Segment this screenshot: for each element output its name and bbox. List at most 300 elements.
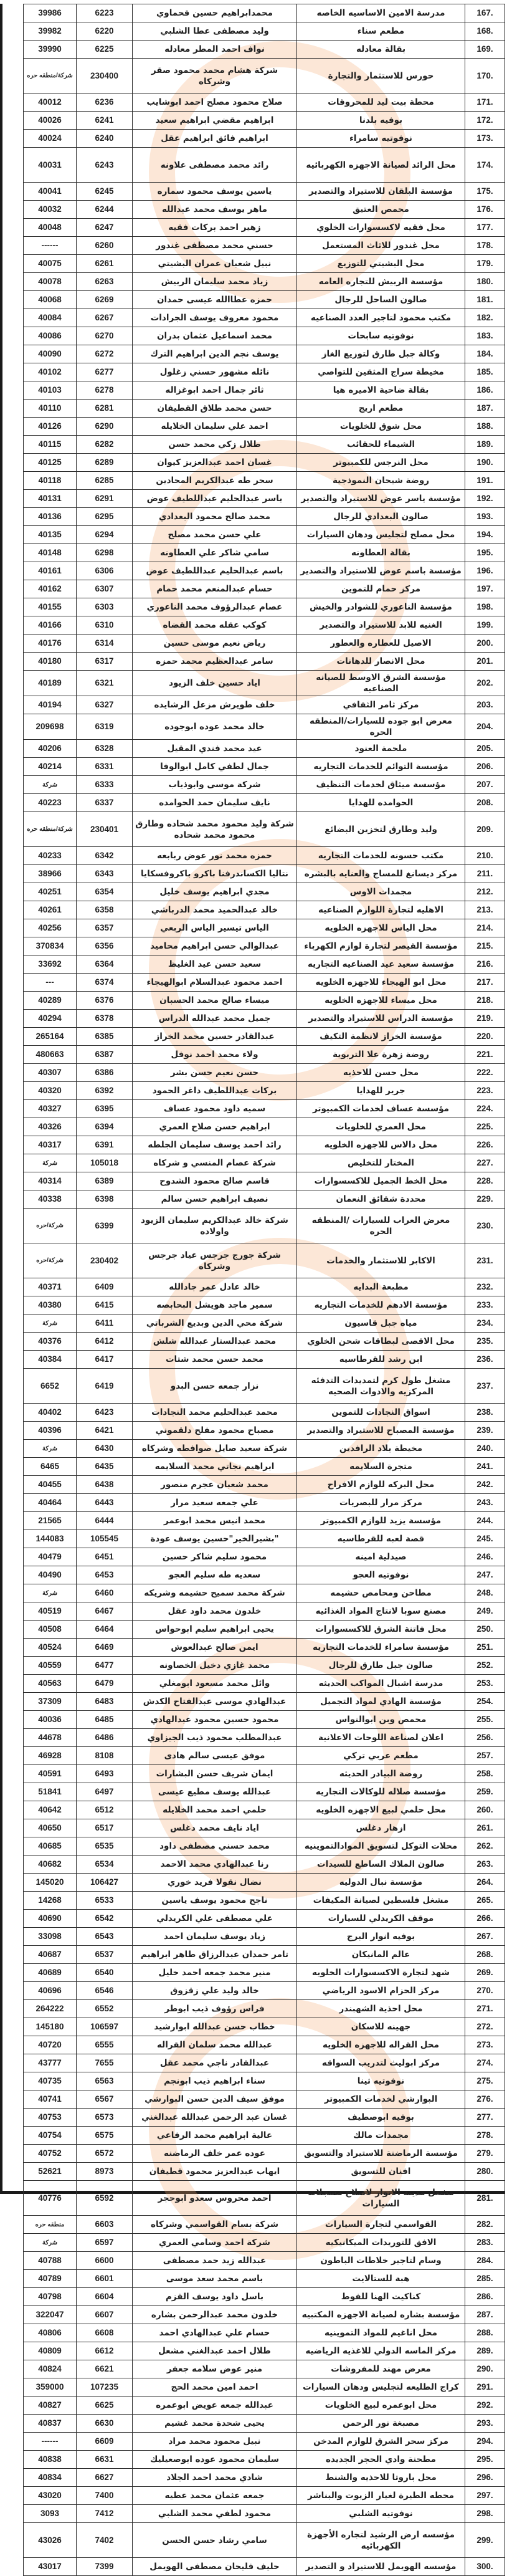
table-row bbox=[24, 1928, 505, 1946]
national-id-cell: 145020 bbox=[24, 1874, 77, 1892]
establishment-name-cell: نوفوتيه سابحات bbox=[297, 327, 465, 345]
national-id-cell: 40041 bbox=[24, 183, 77, 201]
national-id-cell: 40289 bbox=[24, 992, 77, 1010]
row-number-cell: .224 bbox=[465, 1100, 505, 1118]
establishment-name-cell: صالون البغدادي للرجال bbox=[297, 508, 465, 526]
national-id-cell: 359000 bbox=[24, 2378, 77, 2396]
establishment-name-cell: محمص وبن ابوالنواس bbox=[297, 1711, 465, 1729]
row-number-cell: .255 bbox=[465, 1711, 505, 1729]
row-number-cell: .209 bbox=[465, 812, 505, 847]
national-id-cell: 40314 bbox=[24, 1172, 77, 1190]
registration-number-cell: 6464 bbox=[77, 1621, 133, 1639]
national-id-cell: 40162 bbox=[24, 580, 77, 598]
registration-number-cell: 6485 bbox=[77, 1711, 133, 1729]
establishment-name-cell: وسام لتاجير خلاطات الباطون bbox=[297, 2252, 465, 2270]
establishment-name-cell: مركز حمام للتموين bbox=[297, 580, 465, 598]
row-number-cell: .253 bbox=[465, 1675, 505, 1693]
row-number-cell: .177 bbox=[465, 219, 505, 237]
registration-number-cell: 6443 bbox=[77, 1494, 133, 1512]
national-id-cell: ------ bbox=[24, 237, 77, 255]
establishment-name-cell: مؤسسة الناعوري للشوادر والخيش bbox=[297, 598, 465, 616]
national-id-cell: 40327 bbox=[24, 1100, 77, 1118]
table-row bbox=[24, 580, 505, 598]
establishment-name-cell: محل الرائد لصيانة الاجهزه الكهربائيه bbox=[297, 148, 465, 183]
registration-number-cell: 6289 bbox=[77, 454, 133, 472]
owner-name-cell: ابراهيم حسن صلاح العمري bbox=[133, 1118, 297, 1136]
table-row bbox=[24, 2288, 505, 2306]
registration-number-cell: 6552 bbox=[77, 2000, 133, 2018]
national-id-cell: 40189 bbox=[24, 671, 77, 696]
table-row bbox=[24, 1512, 505, 1530]
establishment-name-cell: مؤسسة ياسر عوض للاستيراد والتصدير bbox=[297, 490, 465, 508]
owner-name-cell: خالد وليد علي زقزوق bbox=[133, 1982, 297, 2000]
registration-number-cell: 6625 bbox=[77, 2396, 133, 2415]
row-number-cell: .194 bbox=[465, 526, 505, 544]
row-number-cell: .201 bbox=[465, 653, 505, 671]
row-number-cell: .282 bbox=[465, 2216, 505, 2234]
table-row bbox=[24, 363, 505, 381]
registration-number-cell: 6337 bbox=[77, 794, 133, 812]
national-id-cell: 33692 bbox=[24, 955, 77, 974]
owner-name-cell: ماهر يوسف محمد عبدالله bbox=[133, 201, 297, 219]
establishment-name-cell: مركز سحر الشرق للوازم المدخن bbox=[297, 2433, 465, 2451]
registration-number-cell: 6533 bbox=[77, 1892, 133, 1910]
establishment-name-cell: مطعم سناء bbox=[297, 22, 465, 41]
row-number-cell: .267 bbox=[465, 1928, 505, 1946]
establishment-name-cell: روضة زهرة علا التربوية bbox=[297, 1046, 465, 1064]
establishment-name-cell: محل احذية الشهبندر bbox=[297, 2000, 465, 2018]
row-number-cell: .173 bbox=[465, 130, 505, 148]
establishment-name-cell: مؤسسه ارض الرشيد لتجاره الأجهزة الكهربائيه bbox=[297, 2523, 465, 2558]
row-number-cell: .174 bbox=[465, 148, 505, 183]
row-number-cell: .261 bbox=[465, 1819, 505, 1837]
establishment-name-cell: الاهليه لتجارة اللوازم الصناعيه bbox=[297, 901, 465, 919]
national-id-cell: 40206 bbox=[24, 740, 77, 758]
national-id-cell: 40642 bbox=[24, 1801, 77, 1819]
table-row bbox=[24, 992, 505, 1010]
owner-name-cell: سحر طه عبدالكريم المحادين bbox=[133, 472, 297, 490]
registration-number-cell: 6627 bbox=[77, 2469, 133, 2487]
national-id-cell: 40180 bbox=[24, 653, 77, 671]
establishment-name-cell: محددة شقائق النعمان bbox=[297, 1190, 465, 1209]
registration-number-cell: 6486 bbox=[77, 1729, 133, 1747]
row-number-cell: .271 bbox=[465, 2000, 505, 2018]
national-id-cell: شركة/منطقه حره bbox=[24, 812, 77, 847]
owner-name-cell: مصباح محمود مفلح دلقموني bbox=[133, 1422, 297, 1440]
table-row bbox=[24, 201, 505, 219]
establishment-name-cell: مجمدات مالك bbox=[297, 2127, 465, 2145]
row-number-cell: .207 bbox=[465, 776, 505, 794]
table-row bbox=[24, 1819, 505, 1837]
owner-name-cell: شركة وليد محمود محمد شحاده وطارق محمود محمد شحاده bbox=[133, 812, 297, 847]
document-page bbox=[0, 4, 505, 2572]
national-id-cell: 6652 bbox=[24, 1369, 77, 1404]
table-row bbox=[24, 2306, 505, 2324]
national-id-cell: شركة bbox=[24, 1584, 77, 1602]
establishment-name-cell: محمص العتيق bbox=[297, 201, 465, 219]
national-id-cell: 40806 bbox=[24, 2324, 77, 2342]
owner-name-cell: ياسين يوسف محمود سماره bbox=[133, 183, 297, 201]
national-id-cell: 40075 bbox=[24, 255, 77, 273]
establishment-name-cell: محل الياس للاجهزه الخلويه bbox=[297, 919, 465, 937]
row-number-cell: .230 bbox=[465, 1209, 505, 1243]
row-number-cell: .291 bbox=[465, 2378, 505, 2396]
row-number-cell: .186 bbox=[465, 381, 505, 400]
row-number-cell: .244 bbox=[465, 1512, 505, 1530]
table-row bbox=[24, 255, 505, 273]
registration-number-cell: 6281 bbox=[77, 400, 133, 418]
national-id-cell: 40136 bbox=[24, 508, 77, 526]
registration-number-cell: 6269 bbox=[77, 291, 133, 309]
row-number-cell: .205 bbox=[465, 740, 505, 758]
owner-name-cell: بركات عبداللطيف داغر الحمود bbox=[133, 1082, 297, 1100]
establishment-name-cell: مؤسسة الادهم للخدمات التجاريه bbox=[297, 1296, 465, 1314]
establishment-name-cell: مركز الماسه الدولي للاغذيه الرياضيه bbox=[297, 2342, 465, 2360]
national-id-cell: 40110 bbox=[24, 400, 77, 418]
table-row bbox=[24, 2216, 505, 2234]
owner-name-cell: باسم عبدالحليم عبداللطيف عوض bbox=[133, 562, 297, 580]
table-row bbox=[24, 1874, 505, 1892]
national-id-cell: 40479 bbox=[24, 1548, 77, 1566]
owner-name-cell: سليمان محمود عوده ابوصعيليك bbox=[133, 2451, 297, 2469]
establishment-name-cell: محطه الطيرة لغيار الزيوت والبناشر bbox=[297, 2487, 465, 2505]
establishment-name-cell: محل البركه للوازم الافراح bbox=[297, 1476, 465, 1494]
national-id-cell: 33098 bbox=[24, 1928, 77, 1946]
row-number-cell: .193 bbox=[465, 508, 505, 526]
national-id-cell: 3093 bbox=[24, 2505, 77, 2523]
national-id-cell: شركة/منطقه حره bbox=[24, 59, 77, 93]
table-row bbox=[24, 544, 505, 562]
establishment-name-cell: مخيطة سراج المثقين للتواصي bbox=[297, 363, 465, 381]
table-row bbox=[24, 436, 505, 454]
row-number-cell: .257 bbox=[465, 1747, 505, 1765]
table-row bbox=[24, 955, 505, 974]
registration-number-cell: 6303 bbox=[77, 598, 133, 616]
table-row bbox=[24, 2163, 505, 2181]
table-row bbox=[24, 1190, 505, 1209]
table-row bbox=[24, 1369, 505, 1404]
establishment-name-cell: مؤسسة الشرق الاوسط للصيانه الصناعيه bbox=[297, 671, 465, 696]
table-row bbox=[24, 1711, 505, 1729]
establishment-name-cell: عالم المانيكان bbox=[297, 1946, 465, 1964]
owner-name-cell: ولاء محمد احمد نوفل bbox=[133, 1046, 297, 1064]
table-row bbox=[24, 2360, 505, 2378]
row-number-cell: .204 bbox=[465, 714, 505, 740]
owner-name-cell: ثائر جمال احمد ابوغزاله bbox=[133, 381, 297, 400]
table-row bbox=[24, 22, 505, 41]
establishment-name-cell: اسواق النجادات للتموين bbox=[297, 1404, 465, 1422]
table-row bbox=[24, 1765, 505, 1783]
registration-number-cell: 6386 bbox=[77, 1064, 133, 1082]
national-id-cell: 40118 bbox=[24, 472, 77, 490]
establishment-name-cell: قصة لعبه للقرطاسيه bbox=[297, 1530, 465, 1548]
registration-number-cell: 6630 bbox=[77, 2415, 133, 2433]
national-id-cell: 40126 bbox=[24, 418, 77, 436]
registration-number-cell: 6573 bbox=[77, 2109, 133, 2127]
owner-name-cell: وائل محمد مسعود ابومغلي bbox=[133, 1675, 297, 1693]
registration-number-cell: 6328 bbox=[77, 740, 133, 758]
registration-number-cell: 6267 bbox=[77, 309, 133, 327]
row-number-cell: .217 bbox=[465, 974, 505, 992]
establishment-name-cell: محل ابوعمره لبيع الخلويات bbox=[297, 2396, 465, 2415]
national-id-cell: 40251 bbox=[24, 883, 77, 901]
establishment-name-cell: مؤسسة القيصر لتجارة لوازم الكهرباء bbox=[297, 937, 465, 955]
table-row bbox=[24, 2036, 505, 2054]
table-row bbox=[24, 1855, 505, 1874]
national-id-cell: 40048 bbox=[24, 219, 77, 237]
registration-number-cell: 230402 bbox=[77, 1243, 133, 1278]
registration-number-cell: 8108 bbox=[77, 1747, 133, 1765]
establishment-name-cell: بوفيه ابوصطيف bbox=[297, 2109, 465, 2127]
owner-name-cell: شركة هشام محمد محمود صقر وشركاه bbox=[133, 59, 297, 93]
table-row bbox=[24, 740, 505, 758]
owner-name-cell: عصام عبدالرؤوف محمد الناعوري bbox=[133, 598, 297, 616]
table-row bbox=[24, 1100, 505, 1118]
establishment-name-cell: محلات التوكل لتسويق الموادالتموينيه bbox=[297, 1837, 465, 1855]
registration-number-cell: 6220 bbox=[77, 22, 133, 41]
national-id-cell: 40103 bbox=[24, 381, 77, 400]
registration-number-cell: 6241 bbox=[77, 112, 133, 130]
table-row bbox=[24, 2378, 505, 2396]
table-row bbox=[24, 1584, 505, 1602]
registration-number-cell: 6295 bbox=[77, 508, 133, 526]
row-number-cell: .235 bbox=[465, 1333, 505, 1351]
row-number-cell: .167 bbox=[465, 4, 505, 22]
registration-number-cell: 6460 bbox=[77, 1584, 133, 1602]
table-row bbox=[24, 1172, 505, 1190]
table-row bbox=[24, 2072, 505, 2090]
table-row bbox=[24, 291, 505, 309]
row-number-cell: .248 bbox=[465, 1584, 505, 1602]
national-id-cell: 43017 bbox=[24, 2558, 77, 2576]
national-id-cell: شركة bbox=[24, 1440, 77, 1458]
table-row bbox=[24, 1333, 505, 1351]
owner-name-cell: احمد محمود عبدالسلام ابوالهيجاء bbox=[133, 974, 297, 992]
table-row bbox=[24, 1440, 505, 1458]
row-number-cell: .171 bbox=[465, 93, 505, 112]
establishment-name-cell: روضة البيادر الحديثه bbox=[297, 1765, 465, 1783]
owner-name-cell: فراس رؤوف ذيب ابوطر bbox=[133, 2000, 297, 2018]
establishment-name-cell: الغنيه للابد للاستيراد والتصدير bbox=[297, 616, 465, 634]
national-id-cell: 40125 bbox=[24, 454, 77, 472]
registration-number-cell: 6225 bbox=[77, 41, 133, 59]
establishment-name-cell: ازهار دغلس bbox=[297, 1819, 465, 1837]
row-number-cell: .182 bbox=[465, 309, 505, 327]
national-id-cell: 6465 bbox=[24, 1458, 77, 1476]
table-row bbox=[24, 937, 505, 955]
national-id-cell: 39990 bbox=[24, 41, 77, 59]
establishment-name-cell: مركز الحزام الاسود الرياضي bbox=[297, 1982, 465, 2000]
establishment-name-cell: ابن رشد للقرطاسيه bbox=[297, 1351, 465, 1369]
registration-number-cell: 6245 bbox=[77, 183, 133, 201]
national-id-cell: 40824 bbox=[24, 2360, 77, 2378]
registration-number-cell: 6261 bbox=[77, 255, 133, 273]
registration-number-cell: 8973 bbox=[77, 2163, 133, 2181]
owner-name-cell: عوده عمر خلف الرماضنه bbox=[133, 2145, 297, 2163]
national-id-cell: 40176 bbox=[24, 634, 77, 653]
establishment-name-cell: محل العمري للخلويات bbox=[297, 1118, 465, 1136]
owner-name-cell: عالية ابراهيم محمد الرفاعي bbox=[133, 2127, 297, 2145]
row-number-cell: .234 bbox=[465, 1314, 505, 1333]
national-id-cell: 51841 bbox=[24, 1783, 77, 1801]
row-number-cell: .290 bbox=[465, 2360, 505, 2378]
row-number-cell: .169 bbox=[465, 41, 505, 59]
national-id-cell: 480663 bbox=[24, 1046, 77, 1064]
registration-number-cell: 6563 bbox=[77, 2072, 133, 2090]
row-number-cell: .300 bbox=[465, 2558, 505, 2576]
registration-number-cell: 6444 bbox=[77, 1512, 133, 1530]
national-id-cell: 40776 bbox=[24, 2181, 77, 2216]
owner-name-cell: احمد امين محمد الحج bbox=[133, 2378, 297, 2396]
owner-name-cell: رائد محمد مصطفى علاونه bbox=[133, 148, 297, 183]
national-id-cell: 40317 bbox=[24, 1136, 77, 1154]
establishment-name-cell: محل شوق للخلويات bbox=[297, 418, 465, 436]
row-number-cell: .214 bbox=[465, 919, 505, 937]
establishment-name-cell: مشغل فلسطين لصيانة المكيفات bbox=[297, 1892, 465, 1910]
table-row bbox=[24, 1621, 505, 1639]
national-id-cell: 40024 bbox=[24, 130, 77, 148]
establishment-name-cell: بوفيه انوار البرج bbox=[297, 1928, 465, 1946]
registration-number-cell: 6608 bbox=[77, 2324, 133, 2342]
registration-number-cell: 6389 bbox=[77, 1172, 133, 1190]
row-number-cell: .241 bbox=[465, 1458, 505, 1476]
national-id-cell: 40115 bbox=[24, 436, 77, 454]
establishment-name-cell: مركز مرار للبصريات bbox=[297, 1494, 465, 1512]
row-number-cell: .218 bbox=[465, 992, 505, 1010]
establishment-name-cell: شهد لتجارة الاكسسوارات الخلويه bbox=[297, 1964, 465, 1982]
registration-number-cell: 6395 bbox=[77, 1100, 133, 1118]
row-number-cell: .189 bbox=[465, 436, 505, 454]
registration-number-cell: 6477 bbox=[77, 1657, 133, 1675]
table-row bbox=[24, 59, 505, 93]
owner-name-cell: يوسف نجم الدين ابراهيم الترك bbox=[133, 345, 297, 363]
establishment-name-cell: مركز ديسانغ للمساج والعنايه بالبشره bbox=[297, 865, 465, 883]
row-number-cell: .184 bbox=[465, 345, 505, 363]
establishment-name-cell: مطعم اريج bbox=[297, 400, 465, 418]
national-id-cell: 40754 bbox=[24, 2127, 77, 2145]
registration-number-cell: 6607 bbox=[77, 2306, 133, 2324]
row-number-cell: .178 bbox=[465, 237, 505, 255]
national-id-cell: 40261 bbox=[24, 901, 77, 919]
row-number-cell: .172 bbox=[465, 112, 505, 130]
table-row bbox=[24, 183, 505, 201]
national-id-cell: 40131 bbox=[24, 490, 77, 508]
table-row bbox=[24, 381, 505, 400]
establishment-name-cell: المختار للتخليص bbox=[297, 1154, 465, 1172]
owner-name-cell: عبدالهادي موسى عبدالفتاح الكدش bbox=[133, 1693, 297, 1711]
table-row bbox=[24, 1729, 505, 1747]
row-number-cell: .199 bbox=[465, 616, 505, 634]
national-id-cell: 40135 bbox=[24, 526, 77, 544]
establishment-name-cell: معرض ابو جوده للسيارات/المنطقه الحره bbox=[297, 714, 465, 740]
registration-number-cell: 6391 bbox=[77, 1136, 133, 1154]
establishment-name-cell: مؤسسة الدراس للاستيراد والتصدير bbox=[297, 1010, 465, 1028]
registration-number-cell: 6357 bbox=[77, 919, 133, 937]
table-row bbox=[24, 1801, 505, 1819]
establishment-name-cell: مؤسسة يزيد للوازم الكمبيوتر bbox=[297, 1512, 465, 1530]
establishment-name-cell: مطبعة البدايه bbox=[297, 1278, 465, 1296]
registration-number-cell: 6604 bbox=[77, 2288, 133, 2306]
owner-name-cell: ابراهيم فائق ابراهيم عقل bbox=[133, 130, 297, 148]
establishment-name-cell: محل غندور للاثاث المستعمل bbox=[297, 237, 465, 255]
owner-name-cell: منير عوض سلامه جعفر bbox=[133, 2360, 297, 2378]
owner-name-cell: شركة سعيد صايل صوافطه وشركاه bbox=[133, 1440, 297, 1458]
row-number-cell: .293 bbox=[465, 2415, 505, 2433]
table-row bbox=[24, 883, 505, 901]
owner-name-cell: ياسر عبدالحليم عبداللطيف عوض bbox=[133, 490, 297, 508]
establishment-name-cell: مؤسسة باسم عوض للاستيراد والتصدير bbox=[297, 562, 465, 580]
establishment-name-cell: محل الاقصى لبطاقات شحن الخلوي bbox=[297, 1333, 465, 1351]
national-id-cell: 40338 bbox=[24, 1190, 77, 1209]
table-row bbox=[24, 2234, 505, 2252]
table-row bbox=[24, 4, 505, 22]
table-row bbox=[24, 2487, 505, 2505]
row-number-cell: .247 bbox=[465, 1566, 505, 1584]
registration-number-cell: 6319 bbox=[77, 714, 133, 740]
table-row bbox=[24, 1982, 505, 2000]
owner-name-cell: ابراهيم نجاتي محمد السلايمه bbox=[133, 1458, 297, 1476]
national-id-cell: 40026 bbox=[24, 112, 77, 130]
table-row bbox=[24, 1476, 505, 1494]
table-row bbox=[24, 696, 505, 714]
establishment-name-cell: محل حلمي لبيع الاجهزه الخلويه bbox=[297, 1801, 465, 1819]
owner-name-cell: كوكب عقله محمد القضاه bbox=[133, 616, 297, 634]
table-row bbox=[24, 2270, 505, 2288]
table-row bbox=[24, 671, 505, 696]
establishment-name-cell: مؤسسة ميثاق لخدمات التنظيف bbox=[297, 776, 465, 794]
establishment-name-cell: جرير للهدايا bbox=[297, 1082, 465, 1100]
registration-number-cell: 6310 bbox=[77, 616, 133, 634]
registration-number-cell: 105018 bbox=[77, 1154, 133, 1172]
row-number-cell: .220 bbox=[465, 1028, 505, 1046]
row-number-cell: .284 bbox=[465, 2252, 505, 2270]
owner-name-cell: يحيى ابراهيم سليم ابوحواس bbox=[133, 1621, 297, 1639]
row-number-cell: .216 bbox=[465, 955, 505, 974]
national-id-cell: 264222 bbox=[24, 2000, 77, 2018]
table-row bbox=[24, 112, 505, 130]
registration-number-cell: 6364 bbox=[77, 955, 133, 974]
owner-name-cell: نتاليا الكساندرفنا باكرو باكروفسكايا bbox=[133, 865, 297, 883]
establishment-name-cell: الافق للتوريدات الميكانيكيه bbox=[297, 2234, 465, 2252]
registration-number-cell: 6260 bbox=[77, 237, 133, 255]
national-id-cell: 40735 bbox=[24, 2072, 77, 2090]
owner-name-cell: موفق عيسى سالم هادى bbox=[133, 1747, 297, 1765]
establishment-name-cell: وليد وطارق لتخزين البضائع bbox=[297, 812, 465, 847]
row-number-cell: .180 bbox=[465, 273, 505, 291]
table-row bbox=[24, 148, 505, 183]
establishment-name-cell: مصنع سوبا لانتاج المواد الغذائيه bbox=[297, 1602, 465, 1621]
table-row bbox=[24, 219, 505, 237]
national-id-cell: 40214 bbox=[24, 758, 77, 776]
owner-name-cell: سمير ماجد هويشل البحابصه bbox=[133, 1296, 297, 1314]
row-number-cell: .227 bbox=[465, 1154, 505, 1172]
row-number-cell: .215 bbox=[465, 937, 505, 955]
table-row bbox=[24, 41, 505, 59]
establishment-name-cell: مشغل طول كرم لتمديدات التدفئه المركزيه والادوات الصحيه bbox=[297, 1369, 465, 1404]
table-row bbox=[24, 2415, 505, 2433]
table-row bbox=[24, 2342, 505, 2360]
row-number-cell: .185 bbox=[465, 363, 505, 381]
national-id-cell: 370834 bbox=[24, 937, 77, 955]
table-row bbox=[24, 309, 505, 327]
establishment-name-cell: محل دالاس للاجهزه الخلويه bbox=[297, 1136, 465, 1154]
registration-number-cell: 6609 bbox=[77, 2433, 133, 2451]
row-number-cell: .280 bbox=[465, 2163, 505, 2181]
national-id-cell: 40798 bbox=[24, 2288, 77, 2306]
establishment-name-cell: القواسمي لتجارة السيارات bbox=[297, 2216, 465, 2234]
owner-name-cell: محمد غازي دخيل الخصاونه bbox=[133, 1657, 297, 1675]
registration-number-cell: 6290 bbox=[77, 418, 133, 436]
